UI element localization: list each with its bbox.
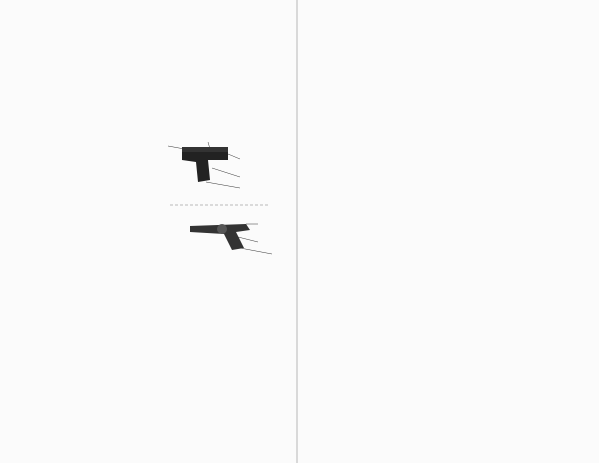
pistol-icon — [182, 147, 228, 182]
firearms-diagram — [160, 132, 285, 262]
right-page — [298, 0, 599, 463]
revolver-icon — [190, 224, 250, 250]
page-fold — [296, 0, 298, 463]
